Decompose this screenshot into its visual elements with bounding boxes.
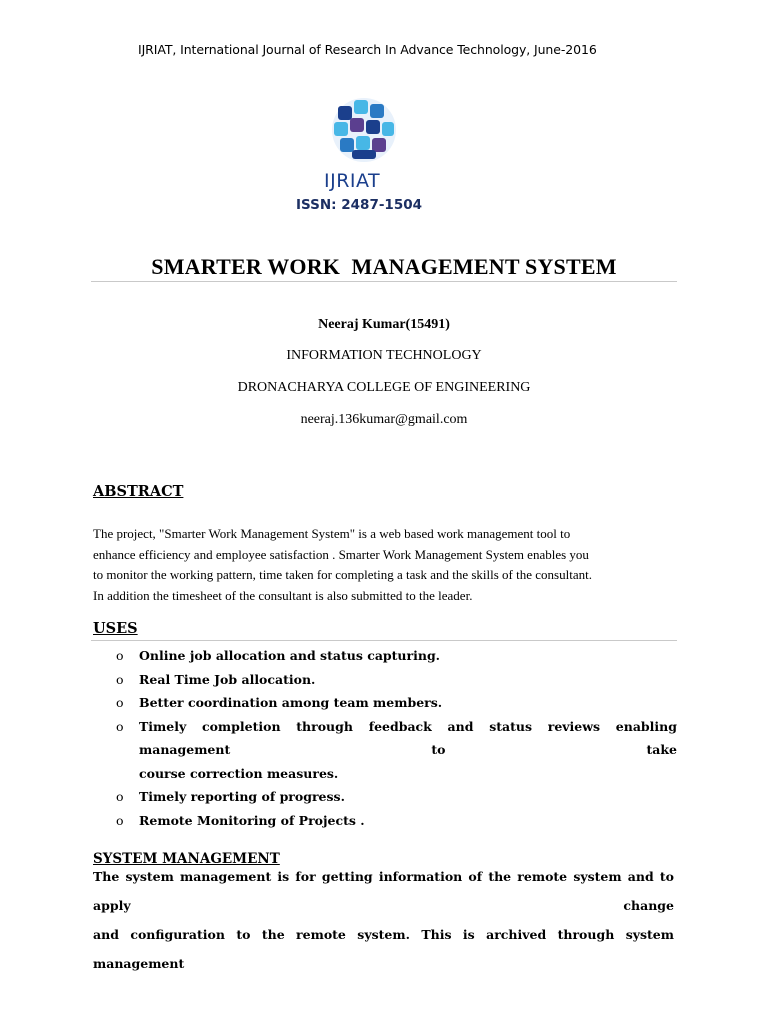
department: INFORMATION TECHNOLOGY bbox=[286, 348, 482, 363]
list-item-text: Online job allocation and status capturing. bbox=[139, 648, 441, 663]
list-item bbox=[93, 715, 677, 762]
list-item bbox=[93, 644, 677, 668]
system-management-body bbox=[93, 862, 674, 978]
bullet-marker: o bbox=[116, 695, 124, 710]
body-line: The system management is for getting information of the remote system and to apply change bbox=[93, 869, 674, 913]
list-item bbox=[93, 785, 677, 809]
bullet-marker: o bbox=[116, 789, 124, 804]
abstract-heading: ABSTRACT bbox=[93, 483, 184, 500]
bullet-marker: o bbox=[116, 718, 124, 734]
list-item-text: Better coordination among team members. bbox=[139, 695, 443, 710]
abstract-body bbox=[93, 524, 683, 606]
abstract-line: In addition the timesheet of the consultant is also submitted to the leader. bbox=[93, 587, 473, 603]
uses-list bbox=[93, 644, 677, 832]
globe-icon bbox=[314, 94, 414, 174]
list-item bbox=[93, 691, 677, 715]
bullet-marker: o bbox=[116, 648, 124, 663]
issn-label: ISSN: 2487-1504 bbox=[296, 197, 423, 213]
list-item bbox=[93, 809, 677, 833]
list-item-text: Remote Monitoring of Projects . bbox=[139, 812, 365, 828]
title-divider bbox=[91, 281, 677, 282]
list-item-text: course correction measures. bbox=[139, 765, 339, 781]
uses-heading: USES bbox=[93, 620, 138, 637]
list-item-text: Timely completion through feedback and status reviews enabling management to take bbox=[139, 718, 677, 757]
logo-text: IJRIAT bbox=[324, 170, 381, 192]
author-email[interactable]: neeraj.136kumar@gmail.com bbox=[300, 412, 468, 427]
system-management-heading: SYSTEM MANAGEMENT bbox=[93, 851, 280, 867]
running-header: IJRIAT, International Journal of Research In Advance Technology, June-2016 bbox=[138, 42, 597, 57]
bullet-marker: o bbox=[116, 812, 124, 828]
college-name: DRONACHARYA COLLEGE OF ENGINEERING bbox=[237, 380, 531, 395]
list-item-text: Real Time Job allocation. bbox=[139, 671, 316, 687]
list-item bbox=[93, 668, 677, 692]
abstract-line: to monitor the working pattern, time taken for completing a task and the skills of the consultant. bbox=[93, 567, 592, 582]
body-line: and configuration to the remote system. This is archived through system management bbox=[93, 927, 674, 971]
list-item-text: Timely reporting of progress. bbox=[139, 789, 345, 804]
uses-divider bbox=[91, 640, 677, 641]
paper-title: SMARTER WORK MANAGEMENT SYSTEM bbox=[151, 254, 617, 279]
author-name: Neeraj Kumar(15491) bbox=[318, 317, 450, 332]
list-item-continuation bbox=[93, 762, 677, 786]
abstract-line: The project, "Smarter Work Management System" is a web based work management tool to bbox=[93, 526, 571, 541]
abstract-line: enhance efficiency and employee satisfaction . Smarter Work Management System enables you bbox=[93, 546, 589, 562]
bullet-marker: o bbox=[116, 671, 124, 687]
